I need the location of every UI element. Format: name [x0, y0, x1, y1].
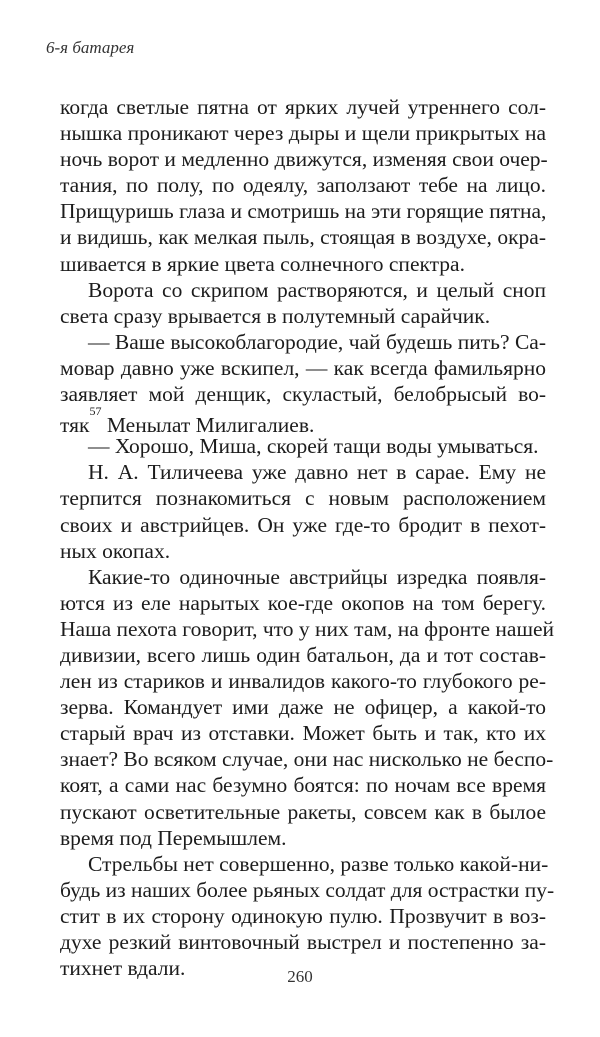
text-line: шивается в яркие цвета солнечного спектра.: [60, 251, 465, 276]
footnote-reference: 57: [89, 404, 102, 419]
text-line: зерва. Командует ими даже не офицер, а какой-то: [60, 695, 546, 720]
text-line: Стрельбы нет совершенно, разве только какой-ни-: [88, 851, 549, 876]
text-line: заявляет мой денщик, скуластый, белобрысый во-: [60, 382, 546, 407]
text-line: мовар давно уже вскипел, — как всегда фамильярно: [60, 355, 546, 380]
page-number: 260: [287, 967, 313, 986]
text-line: знает? Во всяком случае, они нас нисколько не беспо-: [60, 747, 554, 772]
text-line: духе резкий винтовочный выстрел и постепенно за-: [60, 930, 546, 954]
text-fragment: Менылат Милигалиев.: [101, 413, 315, 438]
paragraph: [60, 459, 546, 563]
text-line: коят, а сами нас безумно боятся: по ночам все время: [60, 773, 546, 798]
text-line: [60, 404, 546, 438]
text-line: — Ваше высокоблагородие, чай будешь пить? Са-: [88, 329, 546, 354]
paragraph: [60, 851, 555, 981]
text-line: время под Перемышлем.: [60, 825, 287, 850]
text-line: Какие-то одиночные австрийцы изредка появля-: [88, 564, 546, 589]
text-line: когда светлые пятна от ярких лучей утреннего сол-: [60, 95, 546, 119]
text-line: лен из стариков и инвалидов какого-то глубокого ре-: [60, 669, 546, 694]
text-line: своих и австрийцев. Он уже где-то бродит в пехот-: [60, 512, 546, 537]
text-line: света сразу врывается в полутемный сарайчик.: [60, 303, 491, 328]
paragraph: [60, 564, 555, 851]
text-line: старый врач из отставки. Может быть и так, кто их: [60, 721, 546, 746]
text-line: дивизии, всего лишь один батальон, да и тот состав-: [60, 642, 546, 667]
text-line: пускают осветительные ракеты, совсем как в былое: [60, 799, 546, 824]
paragraph: [60, 94, 546, 277]
paragraph: [60, 277, 546, 329]
text-fragment: тяк: [60, 413, 90, 438]
text-line: тихнет вдали.: [60, 956, 186, 981]
text-line: Наша пехота говорит, что у них там, на фронте нашей: [60, 616, 555, 641]
text-line: Прищуришь глаза и смотришь на эти горящие пятна,: [60, 199, 547, 224]
text-line: стит в их сторону одинокую пулю. Прозвучит в воз-: [60, 903, 546, 928]
paragraph: [60, 433, 546, 459]
text-line: ных окопах.: [60, 538, 171, 563]
running-header: 6-я батарея: [46, 38, 135, 57]
text-line: нышка проникают через дыры и щели прикрытых на: [60, 121, 546, 146]
body-text: [60, 94, 555, 981]
text-line: ются из еле нарытых кое-где окопов на том берегу.: [60, 590, 546, 615]
text-line: тания, по полу, по одеялу, заползают тебе на лицо.: [60, 173, 546, 198]
text-line: и видишь, как мелкая пыль, стоящая в воздухе, окра-: [60, 225, 546, 250]
text-line: будь из наших более рьяных солдат для острастки пу-: [60, 877, 555, 902]
text-line: Ворота со скрипом растворяются, и целый сноп: [88, 277, 546, 302]
paragraph: [60, 329, 546, 438]
text-line: терпится познакомиться с новым расположением: [60, 486, 546, 511]
text-line: Н. А. Тиличеева уже давно нет в сарае. Ему не: [88, 460, 546, 485]
text-line: — Хорошо, Миша, скорей тащи воды умываться.: [88, 434, 539, 459]
text-line: ночь ворот и медленно движутся, изменяя свои очер-: [60, 147, 548, 172]
